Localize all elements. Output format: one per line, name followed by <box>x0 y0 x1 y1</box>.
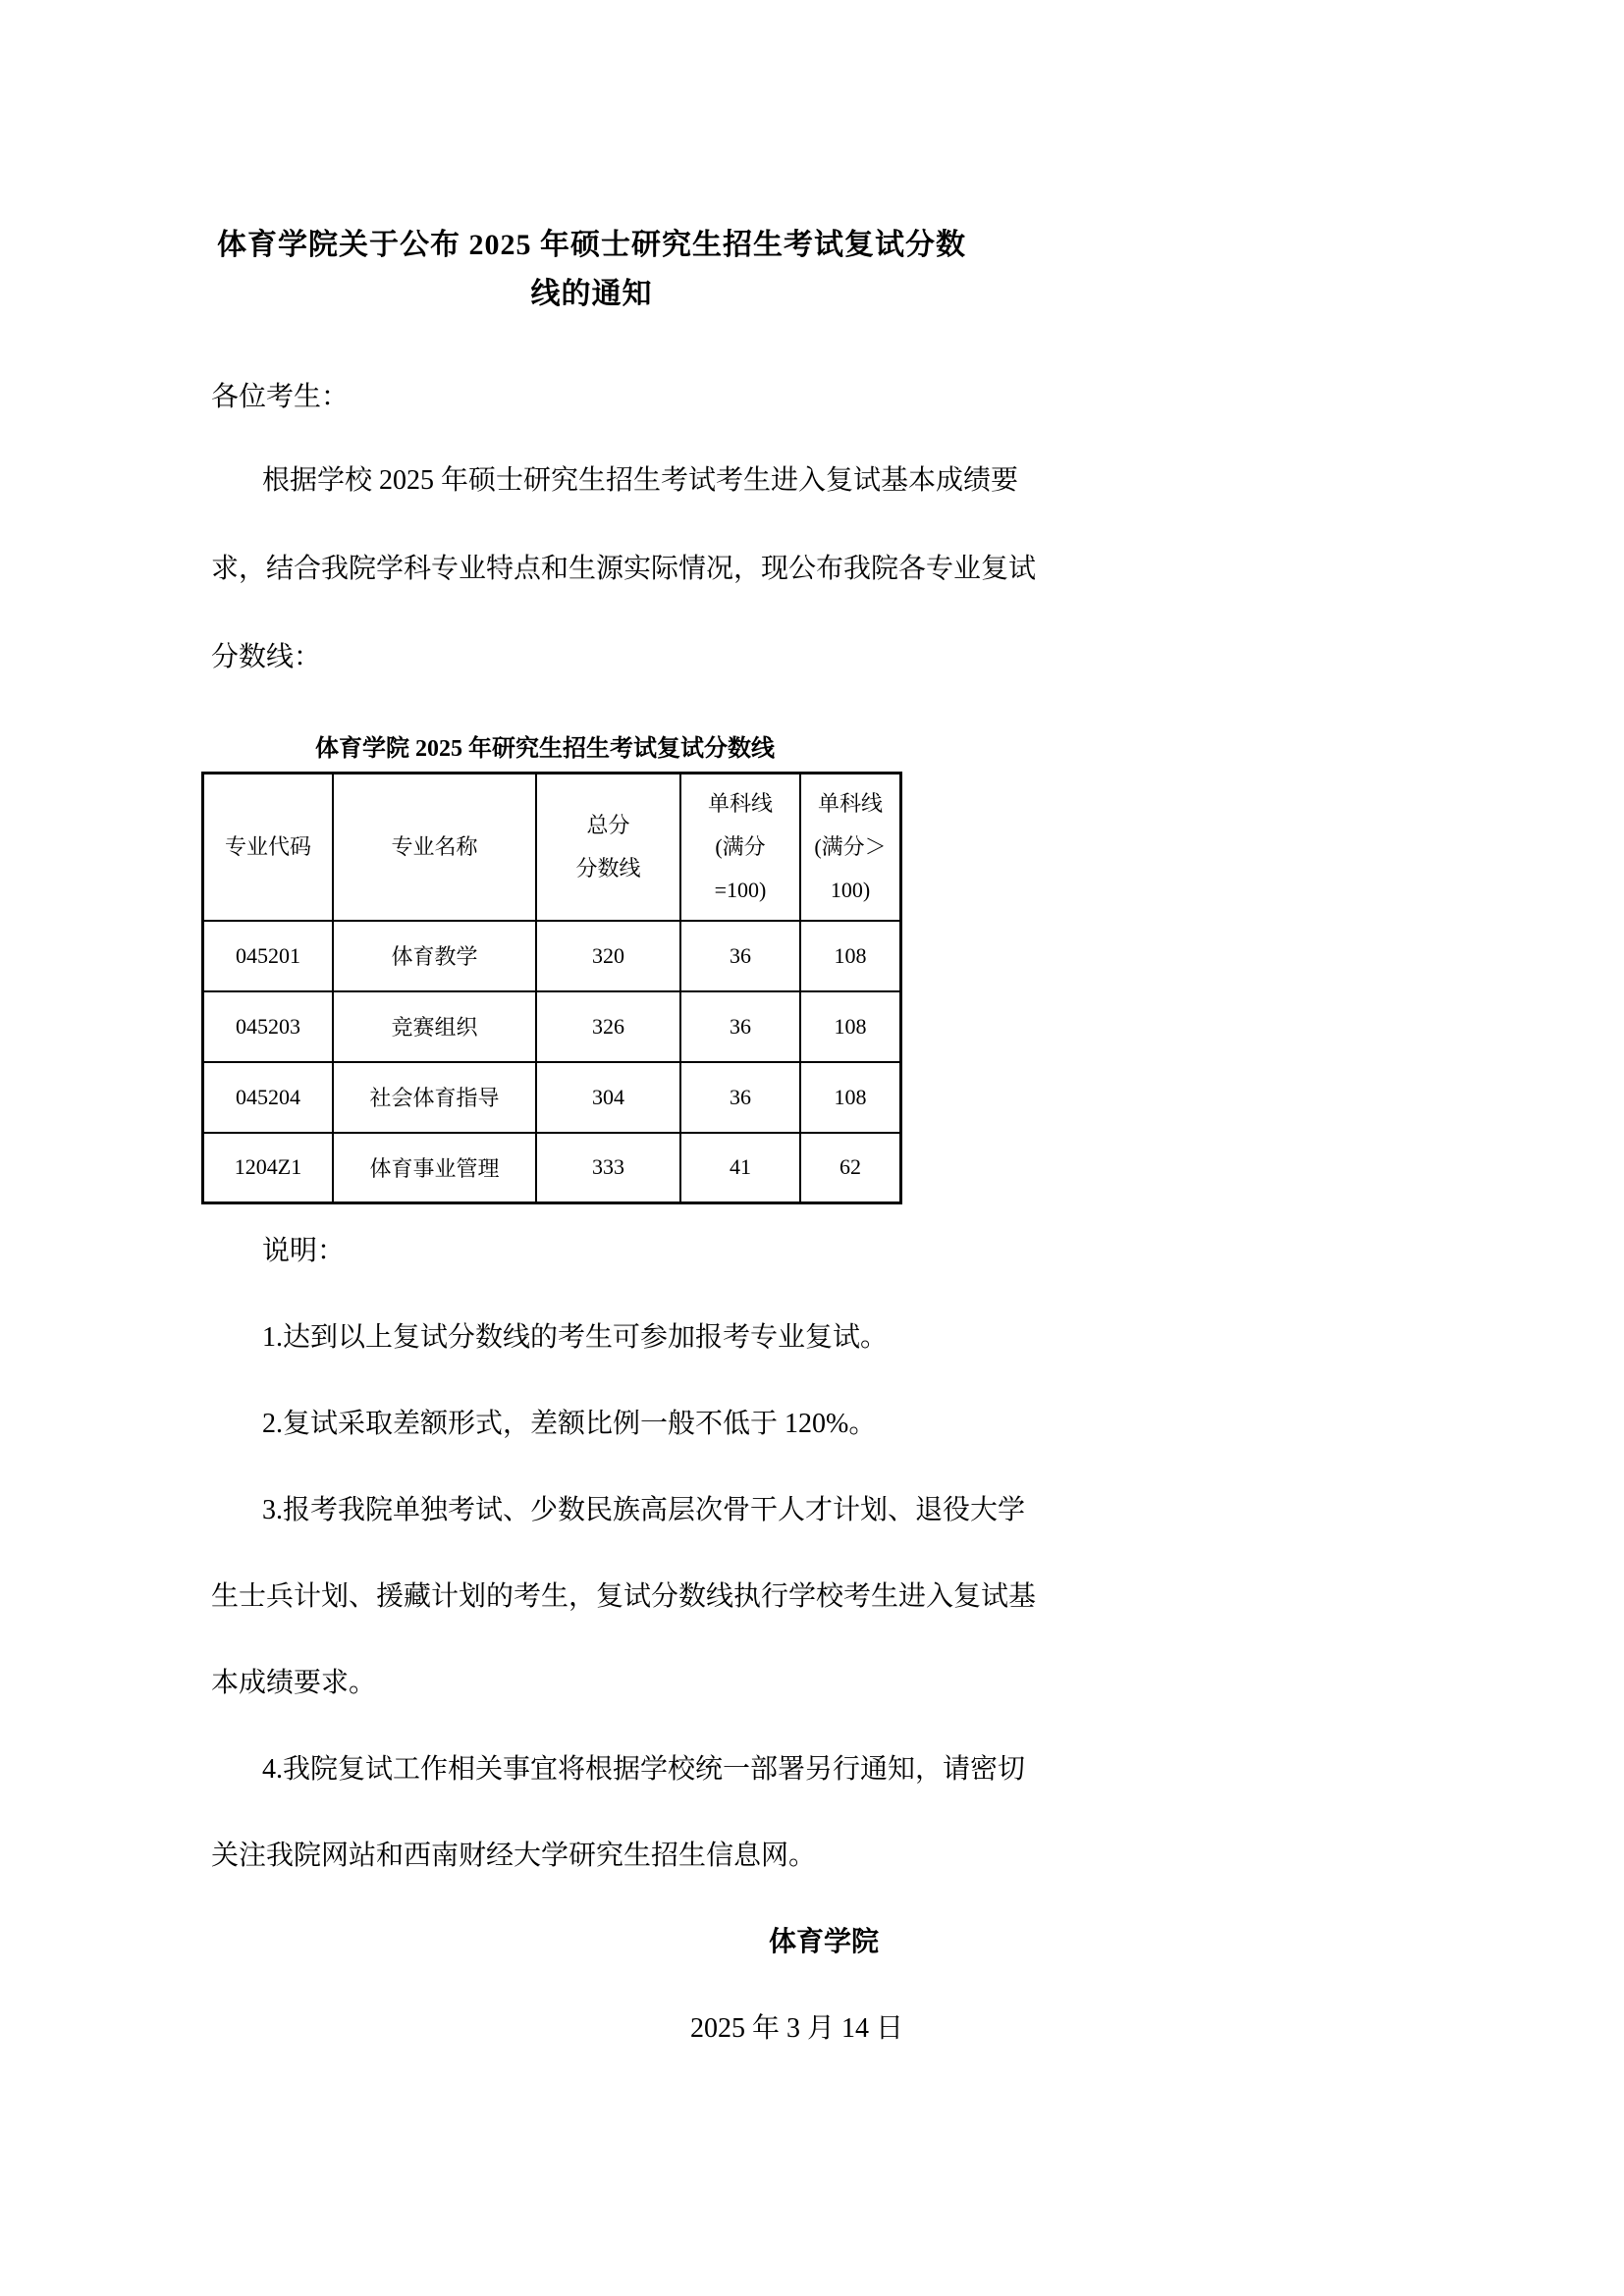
cell-total: 326 <box>536 991 680 1062</box>
document-content <box>211 0 1037 2072</box>
cell-code: 045201 <box>203 921 334 991</box>
cell-single-over-100: 62 <box>800 1133 901 1203</box>
cell-single-100: 36 <box>680 991 800 1062</box>
cell-name: 体育教学 <box>333 921 536 991</box>
header-label: =100) <box>714 877 767 902</box>
cell-name: 社会体育指导 <box>333 1062 536 1133</box>
header-cell-code <box>203 774 334 921</box>
header-cell-total <box>536 774 680 921</box>
table-row <box>203 1133 901 1203</box>
header-label: 分数线 <box>575 855 641 881</box>
cell-single-over-100: 108 <box>800 991 901 1062</box>
note-line: 生士兵计划、援藏计划的考生，复试分数线执行学校考生进入复试基 <box>211 1581 1037 1612</box>
table-row <box>203 921 901 991</box>
cell-single-100: 36 <box>680 921 800 991</box>
header-label: (满分 <box>715 833 766 859</box>
header-label: 专业代码 <box>224 833 311 859</box>
salutation: 各位考生： <box>211 382 350 412</box>
signature: 体育学院 <box>768 1927 879 1957</box>
cell-name: 竞赛组织 <box>333 991 536 1062</box>
intro-line: 求，结合我院学科专业特点和生源实际情况，现公布我院各专业复试 <box>211 554 1037 584</box>
notes-section <box>211 1208 1037 1899</box>
header-label: (满分＞ <box>814 833 887 859</box>
cell-code: 1204Z1 <box>203 1133 334 1203</box>
header-label: 100) <box>830 877 871 902</box>
intro-line: 分数线： <box>211 642 322 672</box>
table-caption: 体育学院 2025 年研究生招生考试复试分数线 <box>315 736 775 762</box>
header-cell-single-over-100 <box>800 774 901 921</box>
cell-code: 045203 <box>203 991 334 1062</box>
cell-code: 045204 <box>203 1062 334 1133</box>
header-label: 单科线 <box>707 790 773 816</box>
score-table <box>201 772 902 1204</box>
header-cell-single-100 <box>680 774 800 921</box>
document-title: 体育学院关于公布 2025 年硕士研究生招生考试复试分数线的通知 <box>217 229 966 310</box>
cell-single-over-100: 108 <box>800 1062 901 1133</box>
cell-single-100: 41 <box>680 1133 800 1203</box>
table-row <box>203 1062 901 1133</box>
cell-single-over-100: 108 <box>800 921 901 991</box>
note-line: 1.达到以上复试分数线的考生可参加报考专业复试。 <box>262 1322 889 1353</box>
cell-name: 体育事业管理 <box>333 1133 536 1203</box>
header-cell-name <box>333 774 536 921</box>
table-row <box>203 991 901 1062</box>
header-label: 专业名称 <box>391 833 478 859</box>
note-line: 关注我院网站和西南财经大学研究生招生信息网。 <box>211 1841 817 1871</box>
note-line: 本成绩要求。 <box>211 1668 377 1698</box>
table-header-row <box>203 774 901 921</box>
cell-total: 304 <box>536 1062 680 1133</box>
intro-line: 根据学校 2025 年硕士研究生招生考试考生进入复试基本成绩要 <box>262 465 1019 496</box>
note-line: 2.复试采取差额形式，差额比例一般不低于 120%。 <box>262 1409 877 1439</box>
cell-total: 320 <box>536 921 680 991</box>
intro-paragraph <box>211 437 1037 702</box>
header-label: 单科线 <box>817 790 883 816</box>
cell-single-100: 36 <box>680 1062 800 1133</box>
note-line: 4.我院复试工作相关事宜将根据学校统一部署另行通知，请密切 <box>262 1754 1026 1785</box>
date: 2025 年 3 月 14 日 <box>689 2013 903 2044</box>
cell-total: 333 <box>536 1133 680 1203</box>
note-line: 3.报考我院单独考试、少数民族高层次骨干人才计划、退役大学 <box>262 1495 1026 1525</box>
score-table-section <box>201 726 889 1204</box>
note-line: 说明： <box>262 1236 346 1266</box>
header-label: 总分 <box>586 812 630 837</box>
